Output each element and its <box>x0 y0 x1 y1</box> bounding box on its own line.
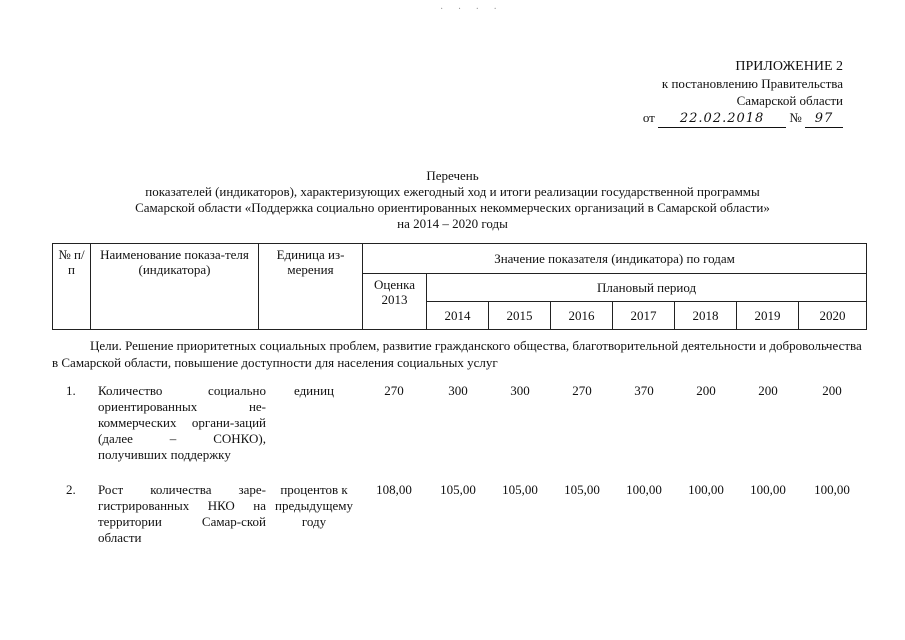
col-unit-header: Единица из-мерения <box>259 244 363 330</box>
col-planned-header: Плановый период <box>427 274 867 302</box>
row-value: 108,00 <box>376 482 412 497</box>
col-estimate-header: Оценка 2013 <box>363 274 427 330</box>
row-value: 100,00 <box>750 482 786 497</box>
row-number: 1. <box>66 383 76 398</box>
number-label: № <box>789 110 802 125</box>
heading-line: Самарской области «Поддержка социально ориентированных некоммерческих организаций в Самарской области» <box>135 200 770 215</box>
row-value: 200 <box>758 383 778 398</box>
row-value: 300 <box>510 383 530 398</box>
appendix-title: ПРИЛОЖЕНИЕ 2 <box>735 59 843 74</box>
year-header: 2020 <box>799 302 867 330</box>
from-label: от <box>642 110 655 125</box>
col-num-header: № п/п <box>53 244 91 330</box>
row-unit: единиц <box>293 383 335 398</box>
heading-line: на 2014 – 2020 годы <box>397 216 508 231</box>
row-value: 270 <box>384 383 404 398</box>
year-header: 2018 <box>675 302 737 330</box>
year-header: 2014 <box>427 302 489 330</box>
goal-text: Цели. Решение приоритетных социальных проблем, развитие гражданского общества, благотворительной деятельности и добровольчества в Самарской области, повышение доступности для населения социальных услуг <box>52 338 862 370</box>
year-header: 2019 <box>737 302 799 330</box>
row-value: 370 <box>634 383 654 398</box>
row-value: 200 <box>822 383 842 398</box>
handwritten-date: 22.02.2018 <box>658 110 786 128</box>
indicator-table-header <box>52 243 867 330</box>
appendix-block <box>583 58 843 128</box>
appendix-line: к постановлению Правительства <box>661 76 843 91</box>
document-heading <box>0 168 905 232</box>
year-header: 2017 <box>613 302 675 330</box>
col-values-header: Значение показателя (индикатора) по годам <box>363 244 867 274</box>
year-header: 2016 <box>551 302 613 330</box>
scan-dots: · · · · <box>440 4 503 15</box>
handwritten-number: 97 <box>805 110 843 128</box>
heading-title: Перечень <box>426 168 479 183</box>
row-value: 270 <box>572 383 592 398</box>
row-value: 100,00 <box>688 482 724 497</box>
row-value: 200 <box>696 383 716 398</box>
row-indicator-name: Рост количества заре-гистрированных НКО на территории Самар-ской области <box>98 482 266 545</box>
row-indicator-name: Количество социально ориентированных не-коммерческих органи-заций (далее – СОНКО), получивших поддержку <box>98 383 266 462</box>
row-number: 2. <box>66 482 76 497</box>
year-header: 2015 <box>489 302 551 330</box>
row-unit: процентов к предыдущему году <box>274 482 354 529</box>
row-value: 105,00 <box>502 482 538 497</box>
appendix-date-line <box>583 109 843 128</box>
row-value: 300 <box>448 383 468 398</box>
row-value: 105,00 <box>564 482 600 497</box>
row-value: 100,00 <box>814 482 850 497</box>
appendix-line: Самарской области <box>736 93 843 108</box>
row-value: 100,00 <box>626 482 662 497</box>
col-name-header: Наименование показа-теля (индикатора) <box>91 244 259 330</box>
row-value: 105,00 <box>440 482 476 497</box>
heading-line: показателей (индикаторов), характеризующих ежегодный ход и итоги реализации государственной программы <box>145 184 760 199</box>
